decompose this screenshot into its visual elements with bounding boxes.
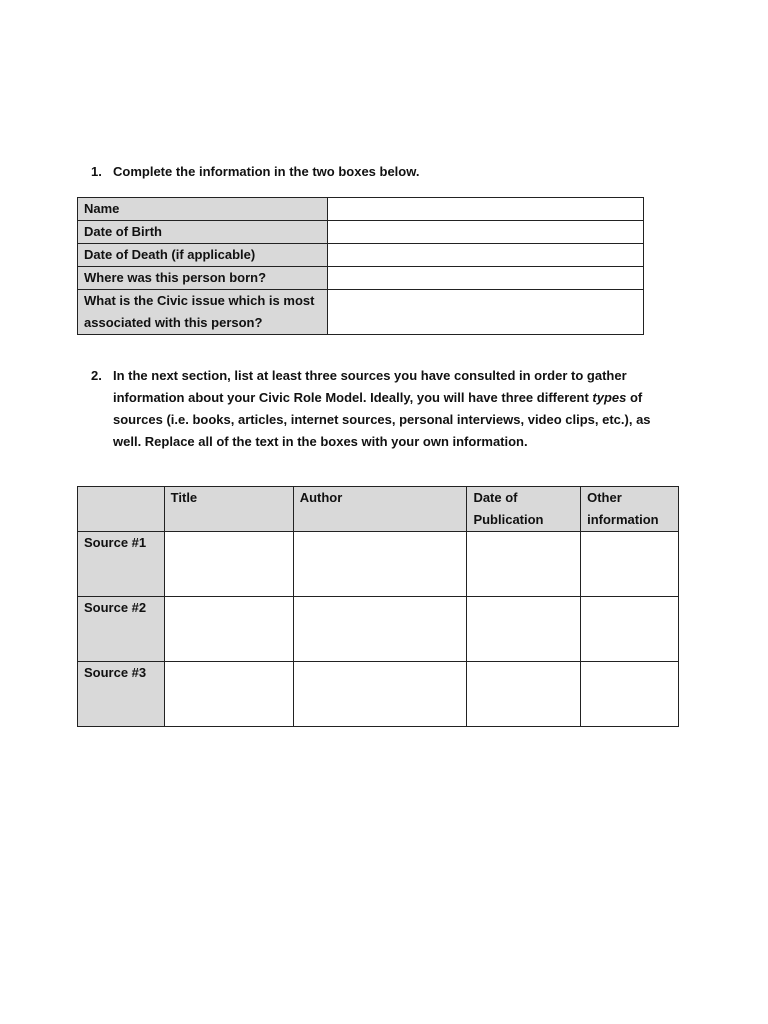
table-row [78,597,679,662]
table-row [78,198,644,221]
question-number: 1. [91,164,102,179]
text-part: In the next section, list at least three sources you have consulted in order to gather information about your Civic Role Model. Ideally, you will have three different [113,368,627,405]
value-cell[interactable] [328,221,644,244]
column-header: Other information [581,487,679,532]
sources-table [77,486,679,727]
row-label: What is the Civic issue which is most associated with this person? [78,290,328,335]
row-label: Source #2 [78,597,165,662]
question-number: 2. [91,368,102,383]
table-row [78,662,679,727]
column-header: Title [164,487,293,532]
text-part: of sources (i.e. books, articles, internet sources, personal interviews, video clips, etc.), as well. Replace all of the text in the boxes with your own information. [113,390,651,449]
table-row [78,532,679,597]
input-cell[interactable] [467,597,581,662]
table-row [78,267,644,290]
input-cell[interactable] [581,662,679,727]
person-info-table [77,197,644,335]
input-cell[interactable] [164,597,293,662]
value-cell[interactable] [328,290,644,335]
table-row [78,221,644,244]
emphasis-text: types [592,390,627,405]
input-cell[interactable] [293,532,467,597]
question-2 [91,365,671,453]
input-cell[interactable] [581,597,679,662]
input-cell[interactable] [293,662,467,727]
question-text [113,365,671,453]
row-label: Source #3 [78,662,165,727]
question-text: Complete the information in the two boxes below. [113,164,420,179]
row-label: Where was this person born? [78,267,328,290]
corner-cell [78,487,165,532]
input-cell[interactable] [467,532,581,597]
input-cell[interactable] [293,597,467,662]
input-cell[interactable] [164,662,293,727]
table-row [78,244,644,267]
input-cell[interactable] [467,662,581,727]
input-cell[interactable] [164,532,293,597]
input-cell[interactable] [581,532,679,597]
column-header: Author [293,487,467,532]
row-label: Date of Death (if applicable) [78,244,328,267]
row-label: Source #1 [78,532,165,597]
question-1 [91,163,419,181]
value-cell[interactable] [328,198,644,221]
row-label: Name [78,198,328,221]
header-row [78,487,679,532]
row-label: Date of Birth [78,221,328,244]
column-header: Date of Publication [467,487,581,532]
value-cell[interactable] [328,244,644,267]
value-cell[interactable] [328,267,644,290]
table-row [78,290,644,335]
